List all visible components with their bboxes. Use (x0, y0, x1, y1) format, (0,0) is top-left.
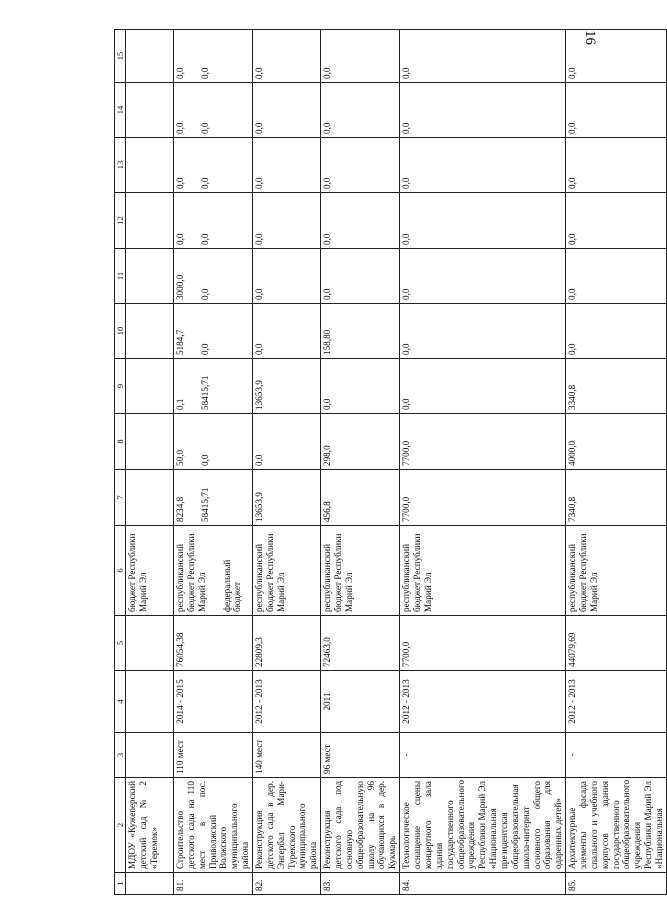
cell-cost: 22809,3 (253, 616, 321, 671)
cell-c10: 0,0 (566, 304, 667, 359)
cell-c14: 0,0 (253, 83, 321, 138)
cell-c15: 0,0 (321, 30, 400, 83)
cell-c15: 0,0 (253, 30, 321, 83)
cell-years: 2014 - 2015 (174, 671, 253, 733)
cell-c8: 4000,0 (566, 414, 667, 470)
cell-c11 (126, 249, 174, 304)
cell-c10: 0,0 (253, 304, 321, 359)
cell-c11: 0,0 (253, 249, 321, 304)
cell-c7: 13653,9 (253, 470, 321, 526)
federal-value: 0,0 (199, 233, 210, 245)
cell-c13 (126, 138, 174, 193)
cell-years: 2011 (321, 671, 400, 733)
cell-c9: 3340,8 (566, 359, 667, 414)
cell-c15: 0,0 (400, 30, 566, 83)
value: 0,0 (175, 233, 186, 245)
cell-name: Архитектурные элементы фасада спального и учебного корпусов здания государственного общеобразовательного учреждения Республики Марий Эл «Национальная (566, 778, 667, 873)
cell-capacity (126, 733, 174, 778)
cell-c7: 456,8 (321, 470, 400, 526)
value: 0,0 (175, 122, 186, 134)
col-header: 11 (115, 249, 126, 304)
cell-source: республиканский бюджет Республики Марий Эл (253, 526, 321, 616)
value: 3000,0 (175, 274, 186, 300)
cell-c8: 7700,0 (400, 414, 566, 470)
cell-name: Реконструкция детского сада в дер. Энгербал Мари-Турекского муниципального района (253, 778, 321, 873)
cell-c12 (126, 193, 174, 249)
col-header: 1 (115, 873, 126, 895)
cell-source: республиканский бюджет Республики Марий Эл (400, 526, 566, 616)
cell-c7: 7700,0 (400, 470, 566, 526)
cell-c15: 0,0 (566, 30, 667, 83)
cell-capacity: 96 мест (321, 733, 400, 778)
cell-c11: 0,0 (321, 249, 400, 304)
federal-value: 0,0 (199, 122, 210, 134)
cell-c10 (174, 304, 253, 359)
cell-c7 (126, 470, 174, 526)
col-header: 13 (115, 138, 126, 193)
cell-name: МДОУ «Кужenерский детский сад № 2 «Теремок» (126, 778, 174, 873)
cell-c9: 0,0 (400, 359, 566, 414)
cell-c14: 0,0 (566, 83, 667, 138)
cell-name: Строительство детского сада на 110 мест в пос. Приволжский Волжского муниципального района (174, 778, 253, 873)
federal-value: 0,0 (199, 343, 210, 355)
cell-c13 (174, 138, 253, 193)
cell-c12: 0,0 (253, 193, 321, 249)
cell-years: 2012 - 2013 (253, 671, 321, 733)
cell-source (174, 526, 253, 616)
cell-c9: 13653,9 (253, 359, 321, 414)
cell-num: 81. (174, 873, 253, 895)
cell-num: 82. (253, 873, 321, 895)
cell-c15 (174, 30, 253, 83)
cell-c9 (174, 359, 253, 414)
federal-value: 58415,71 (199, 375, 210, 410)
cell-capacity: 110 мест (174, 733, 253, 778)
cell-c8: 298,0 (321, 414, 400, 470)
table-row (174, 30, 253, 895)
value: 8234,8 (175, 496, 186, 522)
col-header: 10 (115, 304, 126, 359)
federal-value: 58415,71 (199, 487, 210, 522)
cell-c12: 0,0 (321, 193, 400, 249)
value: 0,0 (175, 177, 186, 189)
cell-capacity: - (566, 733, 667, 778)
cell-c12: 0,0 (400, 193, 566, 249)
table-row (400, 30, 566, 895)
col-header: 14 (115, 83, 126, 138)
cell-c8 (174, 414, 253, 470)
value: 50,0 (175, 449, 186, 466)
cell-c10: 158,80 (321, 304, 400, 359)
cell-capacity: 140 мест (253, 733, 321, 778)
cell-c11: 0,0 (400, 249, 566, 304)
col-header: 6 (115, 526, 126, 616)
col-header: 2 (115, 778, 126, 873)
cell-c12 (174, 193, 253, 249)
cell-c14: 0,0 (400, 83, 566, 138)
col-header: 3 (115, 733, 126, 778)
cell-cost: 76054,38 (174, 616, 253, 671)
cell-c10 (126, 304, 174, 359)
table-row (126, 30, 174, 895)
cell-c9 (126, 359, 174, 414)
col-header: 15 (115, 30, 126, 83)
cell-c8 (126, 414, 174, 470)
cell-cost: 7700,0 (400, 616, 566, 671)
cell-num (126, 873, 174, 895)
cell-c9: 0,0 (321, 359, 400, 414)
value: 5184,7 (175, 329, 186, 355)
table-row (253, 30, 321, 895)
cell-cost: 72463,0 (321, 616, 400, 671)
federal-value: 0,0 (199, 177, 210, 189)
cell-years: 2012 - 2013 (566, 671, 667, 733)
cell-c13: 0,0 (321, 138, 400, 193)
federal-value: 0,0 (199, 67, 210, 79)
cell-num: 85. (566, 873, 667, 895)
cell-source: республиканский бюджет Республики Марий Эл (321, 526, 400, 616)
cell-c13: 0,0 (400, 138, 566, 193)
cell-source: республиканский бюджет Республики Марий Эл (566, 526, 667, 616)
cell-c14: 0,0 (321, 83, 400, 138)
cell-years: 2012 - 2013 (400, 671, 566, 733)
cell-c14 (126, 83, 174, 138)
column-number-row (115, 30, 126, 895)
cell-source: бюджет Республики Марий Эл (126, 526, 174, 616)
cell-c14 (174, 83, 253, 138)
cell-c11 (174, 249, 253, 304)
cell-c7 (174, 470, 253, 526)
cell-c11: 0,0 (566, 249, 667, 304)
source-text: республиканский бюджет Республики Марий Эл (175, 533, 207, 612)
cell-cost: 44079,69 (566, 616, 667, 671)
federal-value: 0,0 (199, 288, 210, 300)
col-header: 7 (115, 470, 126, 526)
value: 0,1 (175, 398, 186, 410)
value: 0,0 (175, 67, 186, 79)
cell-years (126, 671, 174, 733)
cell-cost (126, 616, 174, 671)
page-number: 16 (582, 30, 598, 45)
cell-c7: 7340,8 (566, 470, 667, 526)
col-header: 12 (115, 193, 126, 249)
table-row (321, 30, 400, 895)
federal-source-text: федеральный бюджет (221, 559, 243, 612)
cell-name: Технологическое оснащение сцены концертного зала здания государственного общеобразовательного учреждения Республики Марий Эл «Национальная президентская общеобразовательная школа-интернат основного общего образования для одаренных детей» (400, 778, 566, 873)
cell-c12: 0,0 (566, 193, 667, 249)
federal-value: 0,0 (199, 454, 210, 466)
table-row (566, 30, 667, 895)
cell-c15 (126, 30, 174, 83)
cell-name: Реконструкция детского сада под основную общеобразовательную школу на 96 обучающихся в дер. Кукмарь (321, 778, 400, 873)
cell-num: 84. (400, 873, 566, 895)
cell-c13: 0,0 (253, 138, 321, 193)
cell-c13: 0,0 (566, 138, 667, 193)
col-header: 8 (115, 414, 126, 470)
budget-table (114, 29, 667, 895)
cell-c10: 0,0 (400, 304, 566, 359)
col-header: 9 (115, 359, 126, 414)
cell-capacity: - (400, 733, 566, 778)
cell-c8: 0,0 (253, 414, 321, 470)
cell-num: 83. (321, 873, 400, 895)
rotated-table-container (114, 30, 664, 895)
col-header: 4 (115, 671, 126, 733)
col-header: 5 (115, 616, 126, 671)
